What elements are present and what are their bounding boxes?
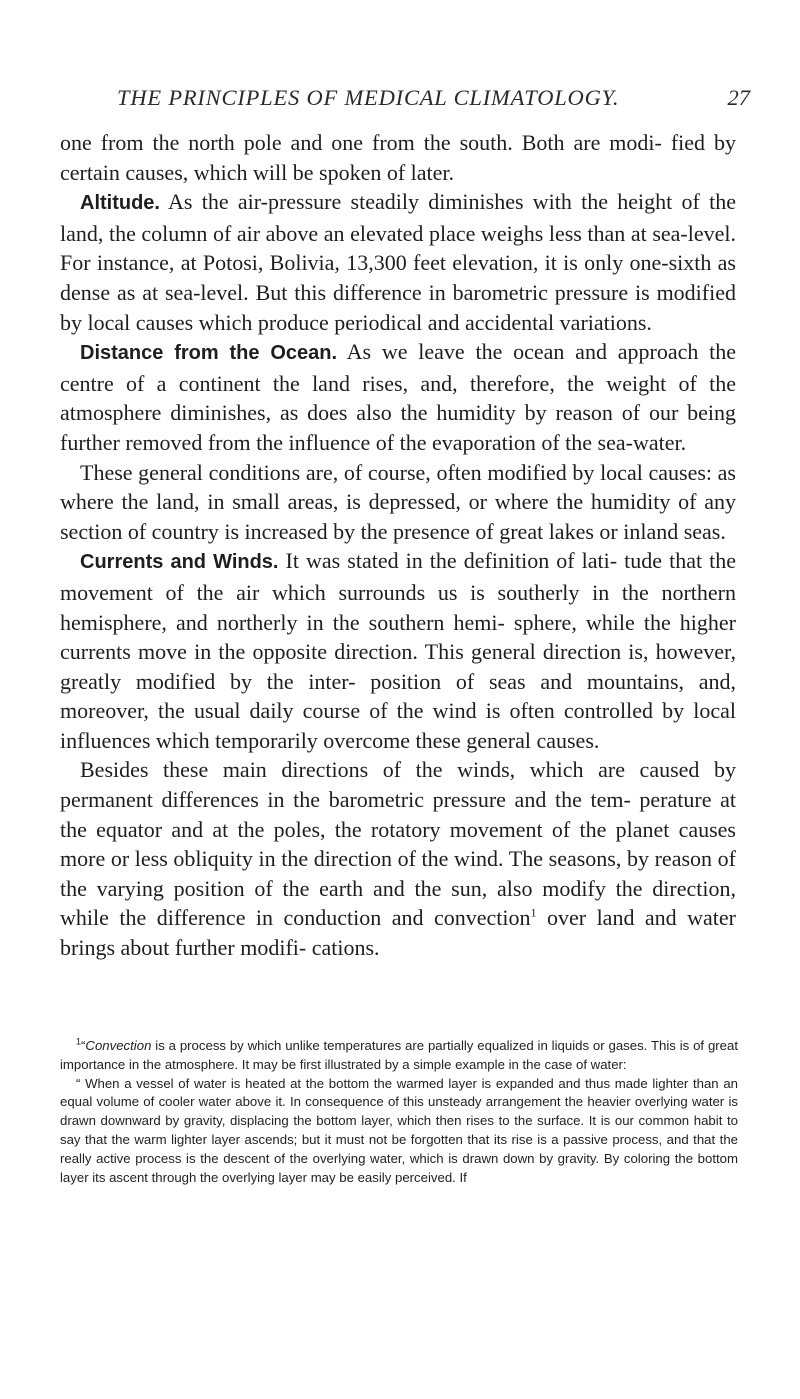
paragraph-text: over land and water brings about further modifi- cations. bbox=[60, 905, 737, 961]
main-text bbox=[60, 128, 736, 963]
footnote-marker: 1 bbox=[76, 1036, 82, 1047]
paragraph-currents-winds bbox=[60, 546, 736, 755]
paragraph-text: It was stated in the definition of lati- tude that the movement of the air which surrounds us is southerly in the northern hemisphere, and northerly in the southern hemi- sphere, while the higher currents move in the opposite direction. This general direction is, however, greatly modified by the inter- position of seas and mountains, and, moreover, the usual daily course of the wind is often controlled by local influences which temporarily overcome these general causes. bbox=[60, 548, 736, 753]
footnote-area bbox=[60, 1037, 738, 1187]
paragraph-text: Besides these main directions of the winds, which are caused by permanent differences in the barometric pressure and the tem- perature at the equator and at the poles, the rotatory movement of the planet causes more or less obliquity in the direction of the wind. The seasons, by reason of the varying position of the earth and the sun, also modify the direction, while the difference in conduction and convection bbox=[60, 757, 736, 931]
paragraph-winds-directions bbox=[60, 755, 736, 962]
footnote-term: Convection bbox=[85, 1038, 152, 1053]
paragraph-distance-from-ocean bbox=[60, 337, 736, 457]
section-heading-currents: Currents and Winds. bbox=[80, 551, 279, 574]
footnote-paragraph: $^1$“Convection is a process by which unlike temperatures are partially equalized in liquids or gases. This is of great importance in the atmosphere. It may be first illustrated by a simple example in the case of water: bbox=[60, 1036, 738, 1072]
section-heading-altitude: Altitude. bbox=[80, 192, 160, 215]
paragraph-altitude bbox=[60, 187, 736, 337]
section-heading-distance: Distance from the Ocean. bbox=[80, 342, 338, 365]
footnote-text: is a process by which unlike temperatures are partially equalized in liquids or gases. This is of great importance in the atmosphere. It may be first illustrated by a simple example in the case of water: bbox=[60, 1038, 738, 1072]
paragraph-text: As the air-pressure steadily diminishes with the height of the land, the column of air above an elevated place weighs less than at sea-level. For instance, at Potosi, Bolivia, 13,300 feet elevation, it is only one-sixth as dense as at sea-level. But this difference in barometric pressure is modified by local causes which produce periodical and accidental variations. bbox=[60, 189, 736, 335]
paragraph-continuation: one from the north pole and one from the south. Both are modi- fied by certain causes, which will be spoken of later. bbox=[60, 130, 736, 185]
running-title: THE PRINCIPLES OF MEDICAL CLIMATOLOGY. bbox=[117, 85, 620, 110]
running-header bbox=[60, 85, 750, 121]
page-number: 27 bbox=[727, 85, 750, 110]
paragraph-general-conditions: These general conditions are, of course, often modified by local causes: as where the land, in small areas, is depressed, or where the humidity of any section of country is increased by the presence of great lakes or inland seas. bbox=[60, 459, 736, 544]
paragraph-text: As we leave the ocean and approach the centre of a continent the land rises, and, therefore, the weight of the atmosphere diminishes, as does also the humidity by reason of our being further removed from the influence of the evaporation of the sea-water. bbox=[60, 339, 736, 455]
footnote-reference[interactable]: 1 bbox=[530, 906, 537, 921]
footnote-quote: “ When a vessel of water is heated at the bottom the warmed layer is expanded and thus made lighter than an equal volume of cooler water above it. In consequence of this unsteady arrangement the heavier overlying water is drawn downward by gravity, displacing the bottom layer, which then rises to the surface. It is our common habit to say that the warm lighter layer ascends; but it must not be forgotten that its rise is a passive process, and that the really active process is the descent of the overlying water, which is drawn down by gravity. By coloring the bottom layer its ascent through the overlying layer may be easily perceived. If bbox=[60, 1075, 738, 1185]
